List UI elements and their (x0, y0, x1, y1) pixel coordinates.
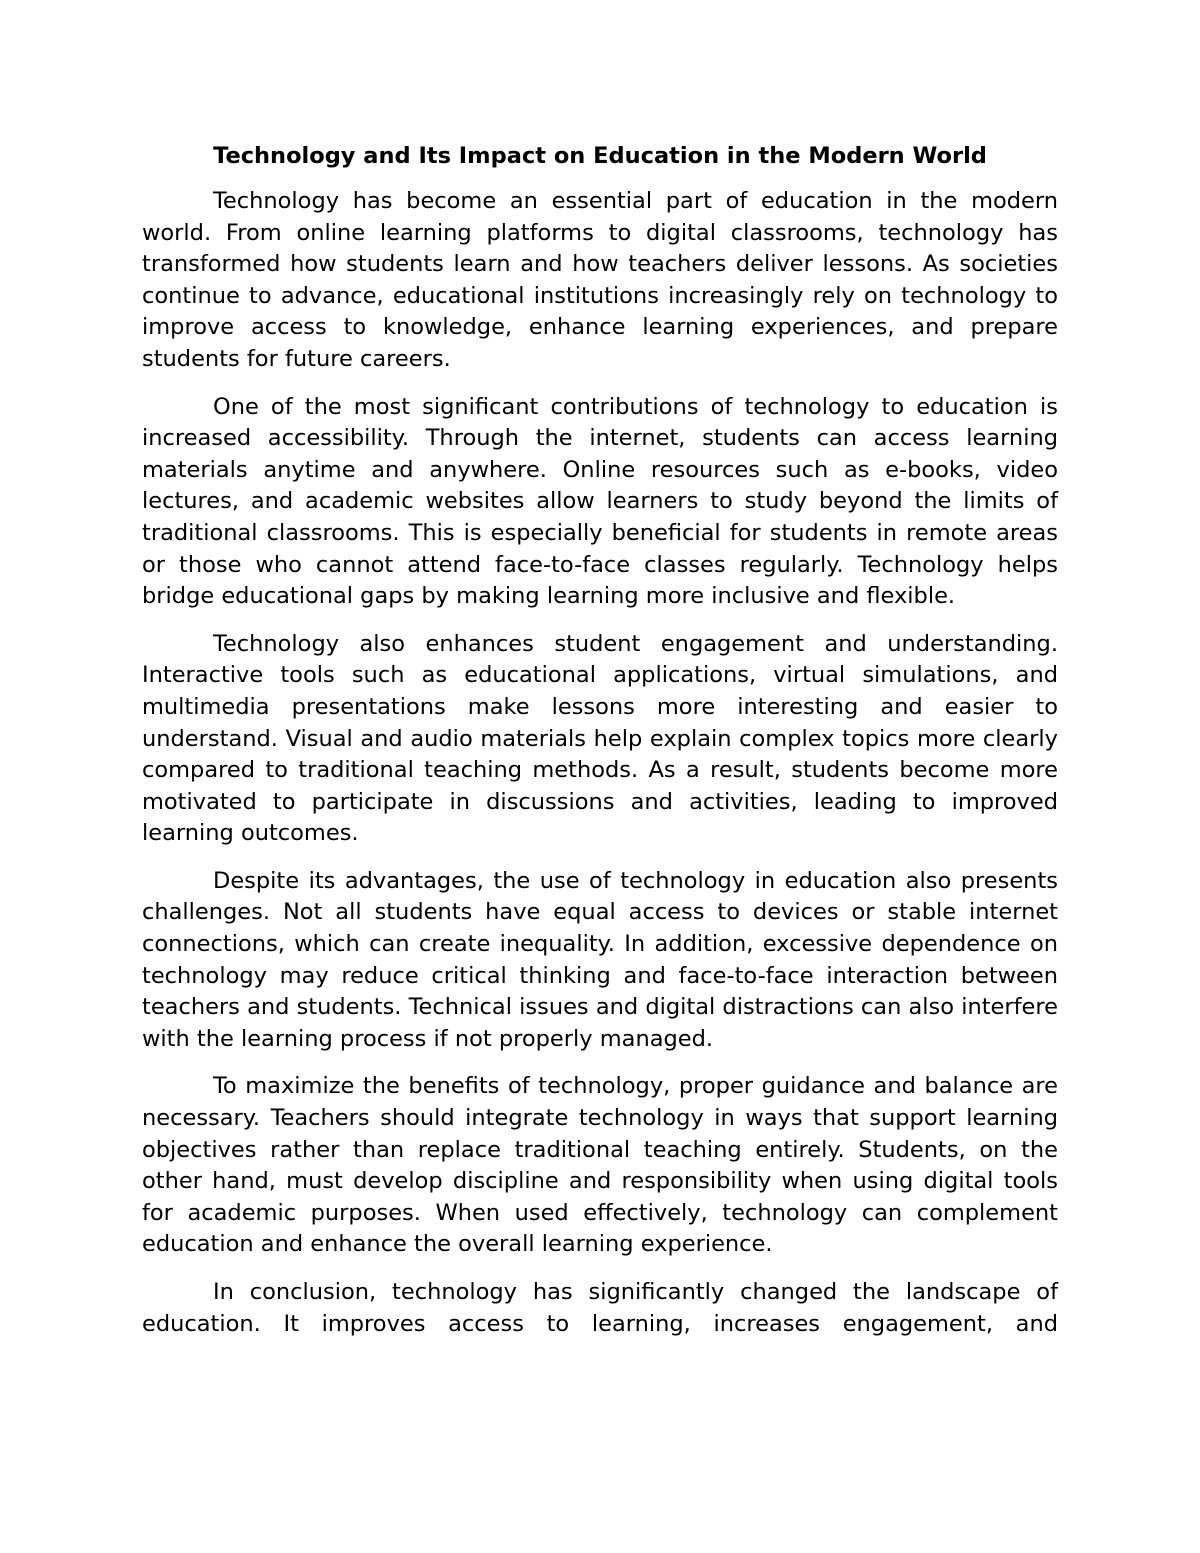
paragraph-engagement: Technology also enhances student engagement and understanding. Interactive tools such as educational applications, virtual simulations, and multimedia presentations make lessons more interesting and easier to understand. Visual and audio materials help explain complex topics more clearly compared to traditional teaching methods. As a result, students become more motivated to participate in discussions and activities, leading to improved learning outcomes. (142, 630, 1058, 847)
paragraph-accessibility: One of the most significant contributions of technology to education is increased accessibility. Through the internet, students can access learning materials anytime and anywhere. Online resources such as e-books, video lectures, and academic websites allow learners to study beyond the limits of traditional classrooms. This is especially beneficial for students in remote areas or those who cannot attend face-to-face classes regularly. Technology helps bridge educational gaps by making learning more inclusive and flexible. (142, 393, 1058, 610)
paragraph-conclusion: In conclusion, technology has significantly changed the landscape of education. It improves access to learning, increases engagement, and (142, 1279, 1058, 1337)
document-title: Technology and Its Impact on Education in the Modern World (213, 143, 987, 169)
paragraph-guidance: To maximize the benefits of technology, proper guidance and balance are necessary. Teachers should integrate technology in ways that support learning objectives rather than replace traditional teaching entirely. Students, on the other hand, must develop discipline and responsibility when using digital tools for academic purposes. When used effectively, technology can complement education and enhance the overall learning experience. (142, 1073, 1058, 1258)
document-body (142, 140, 1058, 1356)
paragraph-challenges: Despite its advantages, the use of technology in education also presents challenges. Not all students have equal access to devices or stable internet connections, which can create inequality. In addition, excessive dependence on technology may reduce critical thinking and face-to-face interaction between teachers and students. Technical issues and digital distractions can also interfere with the learning process if not properly managed. (142, 867, 1058, 1052)
paragraph-intro: Technology has become an essential part of education in the modern world. From online learning platforms to digital classrooms, technology has transformed how students learn and how teachers deliver lessons. As societies continue to advance, educational institutions increasingly rely on technology to improve access to knowledge, enhance learning experiences, and prepare students for future careers. (142, 188, 1058, 372)
